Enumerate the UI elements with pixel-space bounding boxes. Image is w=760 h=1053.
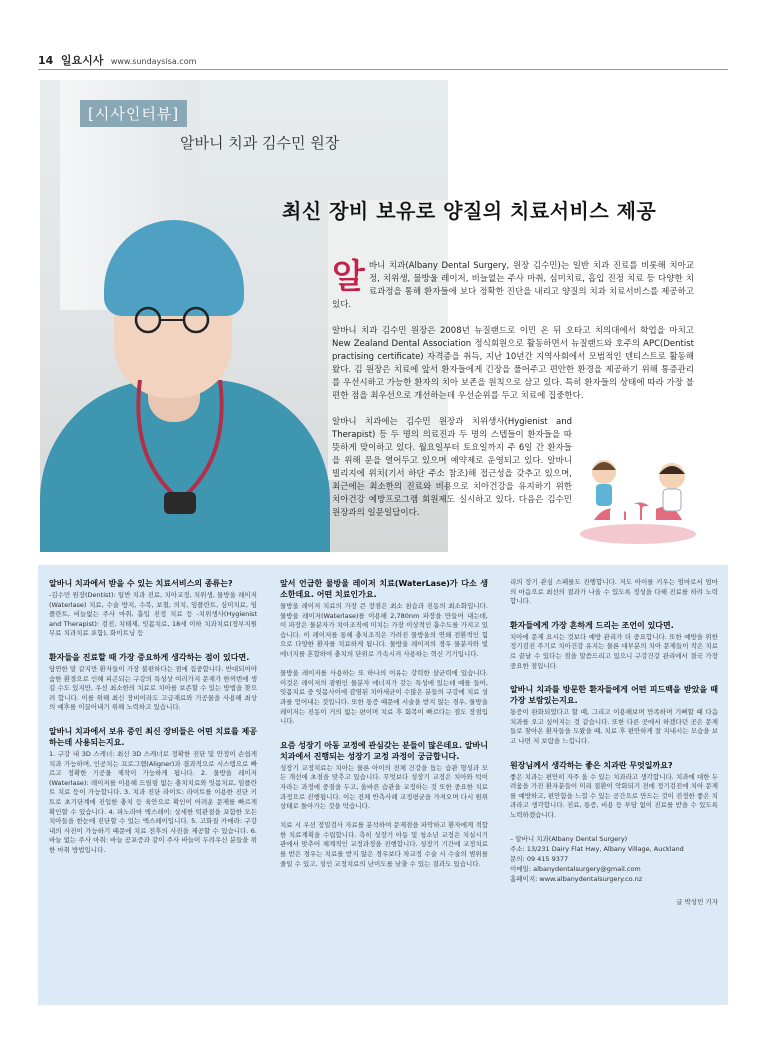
page-header bbox=[38, 52, 728, 68]
clinic-website[interactable]: 홈페이지: www.albanydentalsurgery.co.nz bbox=[510, 874, 643, 883]
answer: 1. 구강 내 3D 스캐너: 최신 3D 스캐너로 정확한 진단 및 안정이 손쉽게 치과 가능하며, 인공치는 프로그램(Aligner)과 결과적으로 시스템으로 빠르고 정확한 기공물 제작이 가능하게 됩니다. 2. 물방울 레이저(Waterlase): 레이저를 이용해 드릴링 없는 충치치료와 잇몸치료, 임플란트 치료 등이 가능합니다. 3. 치과 진단 라이트: 라이트를 이용한 진단 키트로 초기단계에 진입한 충치 등 육안으로 확인이 어려운 문제를 빠르게 확인할 수 있습니다. 4. 파노라마 엑스레이: 상세한 턱관절을 포함한 모든 치아들을 한눈에 진단할 수 있는 엑스레이입니다. 5. 고화질 카메라: 구강 내의 사진이 가능하기 때문에 치료 전후의 사진을 제공할 수 있습니다. 6. 바늘 없는 주사 마취: 바늘 공포증과 같이 주사 바늘이 두려우신 분들을 위한 마취 방법입니다. bbox=[49, 749, 257, 854]
answer: 성장기 교정치료는 치아는 물론 아이의 전체 건강을 돕는 습관 형성과 모든 개선에 초점을 맞추고 있습니다. 무엇보다 성장기 교정은 치아와 턱이 자라는 과정에 중점을 두고, 올바른 습관을 교정하는 것 또한 중요한 치료과정으로 진행됩니다. 이는 전체 반측사례 교정평균을 가져오며 다시 원위 상태로 돌아가는 것을 막습니다. 치료 시 우선 정밀검사 자료를 분석하여 문제점을 파악하고 환자에게 적합한 치료계획을 수립합니다. 측히 성장기 아동 및 청소년 교정은 치실시기관에서 맞추어 체계적인 교정과정을 진행합니다. 성장기 기간에 교정치료를 받은 경우는 치료를 받지 않은 경우보다 차교정 수술 시 수술의 범위를 줄일 수 있고, 성인 교정치료의 난이도를 낮출 수 있는 결과도 있습니다. bbox=[280, 763, 488, 868]
clinic-email[interactable]: 이메일: albanydentalsurgery@gmail.com bbox=[510, 864, 641, 873]
section-tag: [시사인터뷰] bbox=[80, 100, 187, 127]
intro-paragraph: 알바니 치과에는 김수민 원장과 치위생사(Hygienist and Therapist) 등 두 명의 의료진과 두 명의 스텝들이 환자들을 따뜻하게 맞이하고 있다. 월요일부터 토요일까지 주 6일 간 환자들을 위해 문을 열어두고 있으며 예약제로 운영되고 있다. 알바니 빌리지에 위치(기서 하단 주소 참조)해 접근성을 갖추고 있으며, 최근에는 최소한의 진료와 비용으로 치아건강을 유지하기 위한 치아건강 예방프로그램 회원제도 실시하고 있다. 다음은 김수민 원장과의 일문일답이다. bbox=[332, 417, 572, 518]
intro-paragraph bbox=[332, 257, 694, 312]
clinic-info bbox=[510, 834, 718, 884]
intro-text: 바니 치과(Albany Dental Surgery, 원장 김수민)는 일반 치과 진료를 비롯해 치아교정, 치위생, 물방울 레이저, 비늘없는 주사 마취, 심미치료, 흡입 진정 치료 등 다양한 치료과정을 통해 환자들에 보다 정확한 진단을 내리고 양질의 치과 치료서비스를 제공하고 있다. bbox=[332, 261, 694, 310]
intro-paragraph: 알바니 치과 김수민 원장은 2008년 뉴질랜드로 이민 온 뒤 오타고 치의대에서 학업을 마치고 New Zealand Dental Association 정식회원으로 활동하면서 뉴질랜드와 호주의 APC(Dentist practising certificate) 자격증을 취득, 지난 10년간 지역사회에서 모범적인 덴티스트로 활동해 왔다. 김 원장은 치료에 앞서 환자들에게 긴장을 풀어주고 편안한 환경을 제공하기 위해 통증관리를 우선시하고 가능한 환자의 치아 보존을 원칙으로 삼고 있다. 특히 환자들의 상태에 따라 가장 불편한 점을 최우선으로 개선하는데 우선순위를 두고 치료에 집중한다. bbox=[332, 326, 694, 401]
question: 원장님께서 생각하는 좋은 치과란 무엇일까요? bbox=[510, 760, 673, 770]
question: 알바니 치과를 방문한 환자들에게 어떤 피드백을 받았을 때 가장 보람있는지요. bbox=[510, 685, 718, 706]
magazine-name: 일요시사 bbox=[60, 54, 104, 67]
answer: 치아에 문제 요시는 것보다 예방 관리가 더 중요합니다. 또한 예방을 위한 정기검진 주기로 치아건강 유지는 물론 대부분의 치아 문제들이 작은 치료로 끝날 수 있다는 점을 말씀드리고 있으니 구강건강 관리에서 결국 가장 중요한 점입니다. bbox=[510, 632, 718, 670]
question: 요즘 성장기 아동 교정에 관심갖는 분들이 많은데요. 알바니 치과에서 진행되는 성장기 교정 과정이 궁금합니다. bbox=[280, 740, 489, 761]
answer: 통증이 완화되었다고 할 때, 그리고 이용해보며 만족하며 기뻐할 때 다음 치과를 오고 싶어지는 것 같습니다. 또한 다른 곳에서 하겠다던 곳은 문제들로 찾아온 환자들을 도왔을 때, 치료 후 편안하게 잘 지내시는 모습을 보고 나면 저 보람을 느낍니다. bbox=[510, 708, 718, 745]
qa-column-3 bbox=[510, 578, 718, 907]
qa-column-2 bbox=[280, 578, 488, 882]
question: 앞서 언급한 물방울 레이저 치료(WaterLase)가 다소 생소한데요. 어떤 치료인가요. bbox=[280, 579, 488, 599]
magazine-url[interactable]: www.sundaysisa.com bbox=[110, 57, 197, 66]
clinic-name: – 알바니 치과(Albany Dental Surgery) bbox=[510, 834, 628, 843]
article-subtitle: 알바니 치과 김수민 원장 bbox=[180, 134, 340, 152]
reporter-byline: 글 박성민 기자 bbox=[676, 897, 718, 906]
answer: 담연한 말 같지만 환자들이 가장 불편하다는 점에 집중합니다. 반대되어야 숨한 환경으로 인해 피곤되는 구강의 특성상 여러가지 문제가 한꺼번에 생길 수도 있지만, 우선 최소한의 치료로 치아를 보존할 수 있는 방법을 찾으려 합니다. 이를 위해 최신 장비이라도 고급재료와 기공물을 사용해 최상의 예후를 이끌어내기 위해 노력하고 있습니다. bbox=[49, 664, 257, 712]
article-headline: 최신 장비 보유로 양질의 치료서비스 제공 bbox=[282, 199, 657, 223]
answer: 좋은 치과는 편안히 자주 올 수 있는 치과라고 생각합니다. 치과에 대한 두려움을 가진 환자분들이 미리 질환이 악화되기 전에 정기검진에 치아 문제를 예방하고, 편안함을 느낄 수 있는 공간으로 만드는 것이 진정한 좋은 치과라고 생각합니다. 진료, 통증, 비용 등 부담 없이 진료를 받을 수 있도록 노력하겠습니다. bbox=[510, 772, 718, 819]
glasses-icon bbox=[118, 306, 228, 334]
clinic-address: 주소: 13/231 Dairy Flat Hwy, Albany Village, Auckland bbox=[510, 844, 684, 853]
question: 환자들에게 가장 흔하게 드리는 조언이 있다면. bbox=[510, 620, 674, 630]
header-rule bbox=[38, 69, 728, 70]
tooth-cartoon-icon bbox=[576, 450, 701, 546]
qa-column-1 bbox=[49, 578, 257, 868]
dental-loupe-icon bbox=[120, 380, 240, 530]
drop-cap: 알 bbox=[332, 257, 365, 297]
answer: 리의 장기 관심 스페를도 진행합니다. 저도 아이를 키우는 엄마로서 엄마의 마음으로 최선의 결과가 나올 수 있도록 정성을 다해 진료를 하려 노력합니다. bbox=[510, 578, 718, 606]
answer: 물방울 레이저 치료의 가장 큰 장점은 최소 침습과 진동의 최소화입니다. 물방울 레이저(Waterlase)를 이용해 2,780nm 파장을 만들어 내는데, 이 파장은 물분자가 치아조직에 미치는 가장 이상적인 흡수도를 가지고 있습니다. 이 레이저를 통해 충치조직은 가려진 물방울의 연쇄 전환적인 힘으로 다양한 환자를 치료하게 됩니다. 물방울 레이저의 경우 물분자와 빛에너지를 혼합하여 충치의 단위로 가속시켜 사용하는 혁신 기기입니다. 물방울 레이저를 사용하는 또 하나의 이유는 강력한 살균력에 있습니다. 이것은 레이저의 광원인 물분자 에너지가 갖는 특성에 있는데 예를 들어, 잇몸치료 중 잇몸사이에 감염된 치아세균이 수많은 분들의 구강에 치료 성과를 얻어내는 것입니다. 또한 통증 때문에 시술을 받지 않는 경우, 물방울 레이저는 진동이 거의 없는 편이며 치료 후 회복이 빠르다는 점도 장점입니다. bbox=[280, 602, 488, 726]
page-number: 14 bbox=[38, 54, 54, 67]
answer: -김수민 원장(Dentist): 일반 치과 진료, 치아교정, 치위생, 물방울 레이저(Waterlase) 치료, 수술 방지, 수복, 보철, 의치, 임플란트, 심미치료, 임플란트, 비늘없는 주사 마취, 흡입 진정 치료 등 -치위생사(Hygienist and Therapist): 검진, 치태제, 잇몸치료, 18세 이하 치과치료(정부지원 무료 치과치료 포함), 화이트닝 등 bbox=[49, 591, 257, 638]
question: 알바니 치과에서 보유 중인 최신 장비들은 어떤 치료를 제공하는데 사용되는지요. bbox=[49, 726, 257, 747]
clinic-phone: 문의: 09 415 9377 bbox=[510, 854, 569, 863]
question: 환자들을 진료할 때 가장 중요하게 생각하는 점이 있다면. bbox=[49, 652, 250, 662]
question: 알바니 치과에서 받을 수 있는 치료서비스의 종류는? bbox=[49, 579, 233, 588]
